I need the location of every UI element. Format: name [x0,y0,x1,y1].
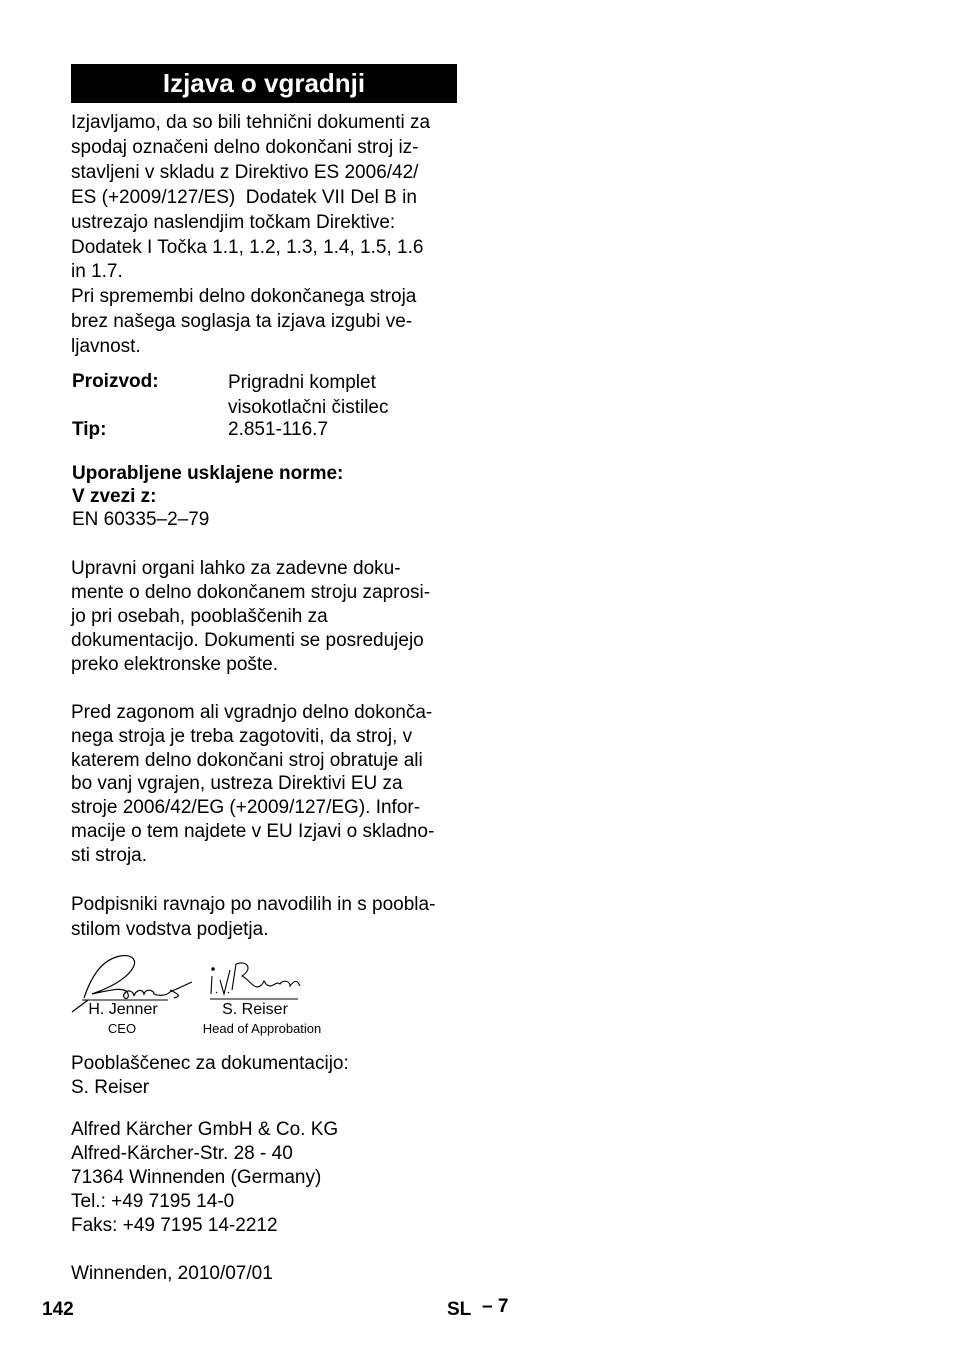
norms-heading: Uporabljene usklajene norme: [72,463,344,484]
language-code: SL [447,1299,472,1320]
type-label: Tip: [72,419,107,440]
product-label: Proizvod: [72,371,159,392]
norms-value: EN 60335–2–79 [72,509,210,530]
product-value: Prigradni komplet visokotlačni čistilec [228,372,389,418]
signatories-paragraph: Podpisniki ravnajo po navodilih in s poobla- stilom vodstva podjetja. [71,894,436,940]
company-address: Alfred Kärcher GmbH & Co. KG Alfred-Kärcher-Str. 28 - 40 71364 Winnenden (Germany) Tel.: +49 7195 14-0 Faks: +49 7195 14-2212 [71,1119,339,1236]
norms-subheading: V zvezi z: [72,486,157,507]
sub-page-number: – 7 [482,1296,509,1317]
signatory-2-name: S. Reiser [222,1001,288,1018]
signatory-1-name: H. Jenner [88,1001,158,1018]
intro-paragraph: Izjavljamo, da so bili tehnični dokumenti za spodaj označeni delno dokončani stroj iz- stavljeni v skladu z Direktivo ES 2006/42/ ES (+2009/127/ES) Dodatek VII Del B in ustrezajo naslendjim točkam Direktive: Dodatek I Točka 1.1, 1.2, 1.3, 1.4, 1.5, 1.6 in 1.7. Pri spremembi delno dokončanega stroja brez našega soglasja ta izjava izgubi ve- ljavnost. [71,112,431,358]
signatory-1-role: CEO [107,1021,137,1036]
signature-reiser [210,963,300,999]
place-date: Winnenden, 2010/07/01 [71,1263,273,1284]
signatory-2-role: Head of Approbation [202,1021,322,1036]
commissioning-paragraph: Pred zagonom ali vgradnjo delno dokonča- nega stroja je treba zagotoviti, da stroj, v katerem delno dokončani stroj obratuje ali bo vanj vgrajen, ustreza Direktivi EU za stroje 2006/42/EG (+2009/127/EG). Infor- macije o tem najdete v EU Izjavi o skladno- sti stroja. [71,702,435,866]
authorities-paragraph: Upravni organi lahko za zadevne doku- mente o delno dokončanem stroju zaprosi- jo pri osebah, pooblaščenih za dokumentacijo. Dokumenti se posredujejo preko elektronske pošte. [71,558,431,675]
page-title: Izjava o vgradnji [71,64,457,103]
page-number: 142 [42,1299,74,1320]
type-value: 2.851-116.7 [228,419,329,440]
doc-representative: Pooblaščenec za dokumentacijo: S. Reiser [71,1053,349,1098]
